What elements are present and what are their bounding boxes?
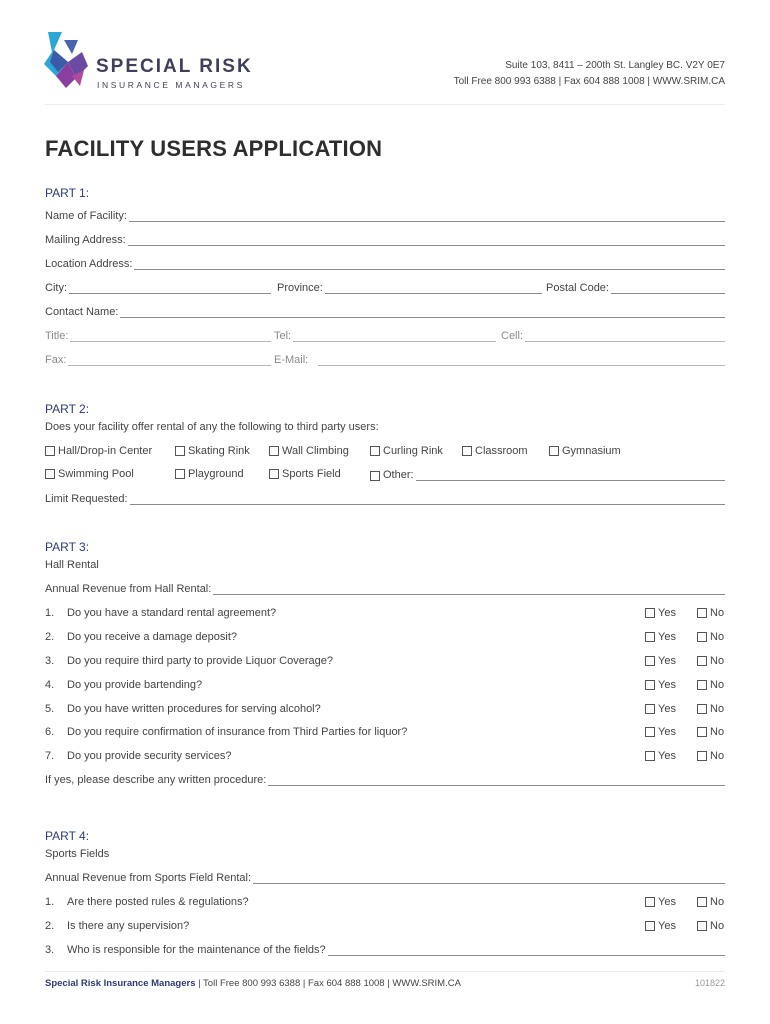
question-text: Are there posted rules & regulations?	[67, 896, 249, 908]
question-text: Do you provide security services?	[67, 750, 232, 762]
part2-heading: PART 2:	[45, 402, 90, 416]
footer-company: Special Risk Insurance Managers	[45, 978, 196, 989]
no-label: No	[710, 726, 725, 738]
facility-name-label: Name of Facility:	[45, 210, 127, 222]
limit-requested-line[interactable]	[130, 493, 725, 505]
cell-line[interactable]	[525, 330, 725, 342]
province-line[interactable]	[325, 282, 542, 294]
contact-name-field[interactable]	[45, 306, 725, 318]
procedure-description-field[interactable]	[45, 774, 725, 786]
facility-name-line[interactable]	[129, 210, 725, 222]
hall-revenue-label: Annual Revenue from Hall Rental:	[45, 583, 212, 595]
question-row	[45, 726, 407, 738]
checkbox-box[interactable]	[45, 446, 55, 456]
location-address-line[interactable]	[134, 258, 725, 270]
header-divider	[45, 104, 725, 105]
question-row	[45, 944, 326, 956]
no-checkbox[interactable]	[697, 679, 724, 691]
footer-contact: | Toll Free 800 993 6388 | Fax 604 888 1008 | WWW.SRIM.CA	[195, 978, 461, 989]
checkbox-box[interactable]	[370, 471, 380, 481]
other-line[interactable]	[416, 469, 725, 481]
checkbox-hall-dropin[interactable]	[45, 445, 152, 457]
checkbox-box[interactable]	[645, 680, 655, 690]
question-number: 7.	[45, 750, 55, 762]
no-label: No	[710, 896, 725, 908]
sports-revenue-line[interactable]	[253, 872, 725, 884]
title-line[interactable]	[70, 330, 271, 342]
checkbox-box[interactable]	[645, 751, 655, 761]
question-row	[45, 655, 333, 667]
hall-revenue-line[interactable]	[213, 583, 725, 595]
checkbox-box[interactable]	[45, 469, 55, 479]
cell-field[interactable]	[501, 330, 725, 342]
contact-name-label: Contact Name:	[45, 306, 119, 318]
tel-line[interactable]	[293, 330, 496, 342]
checkbox-box[interactable]	[462, 446, 472, 456]
question-text: Do you have written procedures for serving alcohol?	[67, 703, 321, 715]
yes-label: Yes	[658, 655, 676, 667]
checkbox-label: Curling Rink	[383, 445, 443, 457]
city-line[interactable]	[69, 282, 271, 294]
checkbox-label: Wall Climbing	[282, 445, 349, 457]
tel-field[interactable]	[274, 330, 496, 342]
checkbox-skating-rink[interactable]	[175, 445, 250, 457]
postal-code-line[interactable]	[611, 282, 725, 294]
yes-checkbox[interactable]	[645, 607, 676, 619]
header-address: Suite 103, 8411 – 200th St. Langley BC. V2Y 0E7	[505, 60, 725, 71]
facility-name-field[interactable]	[45, 210, 725, 222]
question-row	[45, 920, 189, 932]
checkbox-playground[interactable]	[175, 468, 244, 480]
checkbox-swimming-pool[interactable]	[45, 468, 134, 480]
part1-heading: PART 1:	[45, 186, 90, 200]
question-number: 2.	[45, 920, 55, 932]
checkbox-box[interactable]	[645, 921, 655, 931]
checkbox-label: Gymnasium	[562, 445, 621, 457]
no-checkbox[interactable]	[697, 607, 724, 619]
no-label: No	[710, 655, 725, 667]
page-title: FACILITY USERS APPLICATION	[45, 136, 383, 161]
fax-label: Fax:	[45, 354, 67, 366]
yes-checkbox[interactable]	[645, 703, 676, 715]
no-label: No	[710, 607, 725, 619]
footer-divider	[45, 971, 725, 972]
checkbox-box[interactable]	[269, 446, 279, 456]
question-row	[45, 607, 276, 619]
postal-code-label: Postal Code:	[546, 282, 609, 294]
checkbox-box[interactable]	[697, 751, 707, 761]
no-checkbox[interactable]	[697, 631, 724, 643]
checkbox-box[interactable]	[697, 704, 707, 714]
checkbox-label: Skating Rink	[188, 445, 250, 457]
part3-heading: PART 3:	[45, 540, 90, 554]
part4-subheading: Sports Fields	[45, 848, 110, 860]
checkbox-classroom[interactable]	[462, 445, 528, 457]
question-number: 2.	[45, 631, 55, 643]
no-checkbox[interactable]	[697, 896, 724, 908]
no-checkbox[interactable]	[697, 750, 724, 762]
mailing-address-field[interactable]	[45, 234, 725, 246]
yes-label: Yes	[658, 703, 676, 715]
yes-checkbox[interactable]	[645, 896, 676, 908]
yes-checkbox[interactable]	[645, 679, 676, 691]
checkbox-label: Sports Field	[282, 468, 341, 480]
city-field[interactable]	[45, 282, 271, 294]
question-text: Who is responsible for the maintenance of the fields?	[67, 944, 326, 956]
mailing-address-line[interactable]	[128, 234, 725, 246]
checkbox-box[interactable]	[175, 469, 185, 479]
question-number: 1.	[45, 607, 55, 619]
checkbox-box[interactable]	[269, 469, 279, 479]
question-row	[45, 896, 249, 908]
maintenance-question-field[interactable]	[45, 944, 725, 956]
checkbox-box[interactable]	[697, 608, 707, 618]
checkbox-curling-rink[interactable]	[370, 445, 443, 457]
fax-line[interactable]	[68, 354, 271, 366]
checkbox-box[interactable]	[697, 921, 707, 931]
question-text: Do you have a standard rental agreement?	[67, 607, 277, 619]
checkbox-label: Hall/Drop-in Center	[58, 445, 153, 457]
no-checkbox[interactable]	[697, 920, 724, 932]
mailing-address-label: Mailing Address:	[45, 234, 126, 246]
no-label: No	[710, 750, 725, 762]
location-address-label: Location Address:	[45, 258, 133, 270]
question-row	[45, 679, 202, 691]
yes-checkbox[interactable]	[645, 726, 676, 738]
question-number: 5.	[45, 703, 55, 715]
question-text: Is there any supervision?	[67, 920, 190, 932]
brand-subtitle: INSURANCE MANAGERS	[97, 80, 245, 90]
yes-checkbox[interactable]	[645, 750, 676, 762]
procedure-description-label: If yes, please describe any written procedure:	[45, 774, 267, 786]
yes-label: Yes	[658, 896, 676, 908]
header-contact	[454, 58, 725, 90]
no-label: No	[710, 679, 725, 691]
limit-requested-field[interactable]	[45, 493, 725, 505]
checkbox-box[interactable]	[697, 632, 707, 642]
checkbox-sports-field[interactable]	[269, 468, 341, 480]
checkbox-box[interactable]	[697, 656, 707, 666]
checkbox-box[interactable]	[697, 727, 707, 737]
email-field[interactable]	[274, 354, 725, 366]
question-number: 1.	[45, 896, 55, 908]
question-row	[45, 750, 231, 762]
hall-revenue-field[interactable]	[45, 583, 725, 595]
checkbox-box[interactable]	[697, 680, 707, 690]
province-field[interactable]	[277, 282, 542, 294]
question-row	[45, 703, 321, 715]
footer	[45, 978, 461, 989]
title-label: Title:	[45, 330, 69, 342]
city-label: City:	[45, 282, 67, 294]
question-text: Do you require third party to provide Liquor Coverage?	[67, 655, 333, 667]
yes-checkbox[interactable]	[645, 920, 676, 932]
sports-revenue-field[interactable]	[45, 872, 725, 884]
postal-code-field[interactable]	[546, 282, 725, 294]
checkbox-box[interactable]	[645, 704, 655, 714]
checkbox-box[interactable]	[549, 446, 559, 456]
procedure-description-line[interactable]	[268, 774, 725, 786]
checkbox-box[interactable]	[175, 446, 185, 456]
question-text: Do you receive a damage deposit?	[67, 631, 237, 643]
checkbox-other[interactable]	[370, 469, 725, 481]
email-label: E-Mail:	[274, 354, 309, 366]
yes-label: Yes	[658, 631, 676, 643]
checkbox-label: Playground	[188, 468, 244, 480]
email-line[interactable]	[318, 354, 725, 366]
brand-name: SPECIAL RISK	[96, 56, 253, 77]
checkbox-label: Other:	[383, 469, 414, 481]
fax-field[interactable]	[45, 354, 271, 366]
checkbox-box[interactable]	[370, 446, 380, 456]
yes-checkbox[interactable]	[645, 655, 676, 667]
question-text: Do you provide bartending?	[67, 679, 203, 691]
checkbox-box[interactable]	[645, 727, 655, 737]
part2-question: Does your facility offer rental of any the following to third party users:	[45, 421, 379, 433]
yes-label: Yes	[658, 679, 676, 691]
yes-label: Yes	[658, 726, 676, 738]
checkbox-box[interactable]	[645, 656, 655, 666]
checkbox-gymnasium[interactable]	[549, 445, 621, 457]
yes-label: Yes	[658, 607, 676, 619]
no-label: No	[710, 920, 725, 932]
question-row	[45, 631, 237, 643]
checkbox-box[interactable]	[697, 897, 707, 907]
header-phone: Toll Free 800 993 6388 | Fax 604 888 1008 | WWW.SRIM.CA	[453, 76, 725, 87]
question-number: 4.	[45, 679, 55, 691]
checkbox-label: Swimming Pool	[58, 468, 134, 480]
yes-checkbox[interactable]	[645, 631, 676, 643]
yes-label: Yes	[658, 920, 676, 932]
sports-revenue-label: Annual Revenue from Sports Field Rental:	[45, 872, 252, 884]
no-label: No	[710, 703, 725, 715]
contact-name-line[interactable]	[120, 306, 725, 318]
part3-subheading: Hall Rental	[45, 559, 99, 571]
checkbox-box[interactable]	[645, 608, 655, 618]
company-logo-icon	[42, 32, 90, 90]
title-field[interactable]	[45, 330, 271, 342]
no-checkbox[interactable]	[697, 703, 724, 715]
location-address-field[interactable]	[45, 258, 725, 270]
checkbox-label: Classroom	[475, 445, 528, 457]
checkbox-box[interactable]	[645, 897, 655, 907]
no-checkbox[interactable]	[697, 655, 724, 667]
province-label: Province:	[277, 282, 323, 294]
no-label: No	[710, 631, 725, 643]
question-text: Do you require confirmation of insurance from Third Parties for liquor?	[67, 726, 408, 738]
no-checkbox[interactable]	[697, 726, 724, 738]
form-code: 101822	[694, 978, 725, 988]
question-number: 3.	[45, 655, 55, 667]
yes-label: Yes	[658, 750, 676, 762]
checkbox-box[interactable]	[645, 632, 655, 642]
part4-heading: PART 4:	[45, 829, 90, 843]
checkbox-wall-climbing[interactable]	[269, 445, 349, 457]
maintenance-answer-line[interactable]	[328, 944, 725, 956]
question-number: 3.	[45, 944, 55, 956]
question-number: 6.	[45, 726, 55, 738]
tel-label: Tel:	[274, 330, 292, 342]
cell-label: Cell:	[501, 330, 524, 342]
limit-requested-label: Limit Requested:	[45, 493, 128, 505]
